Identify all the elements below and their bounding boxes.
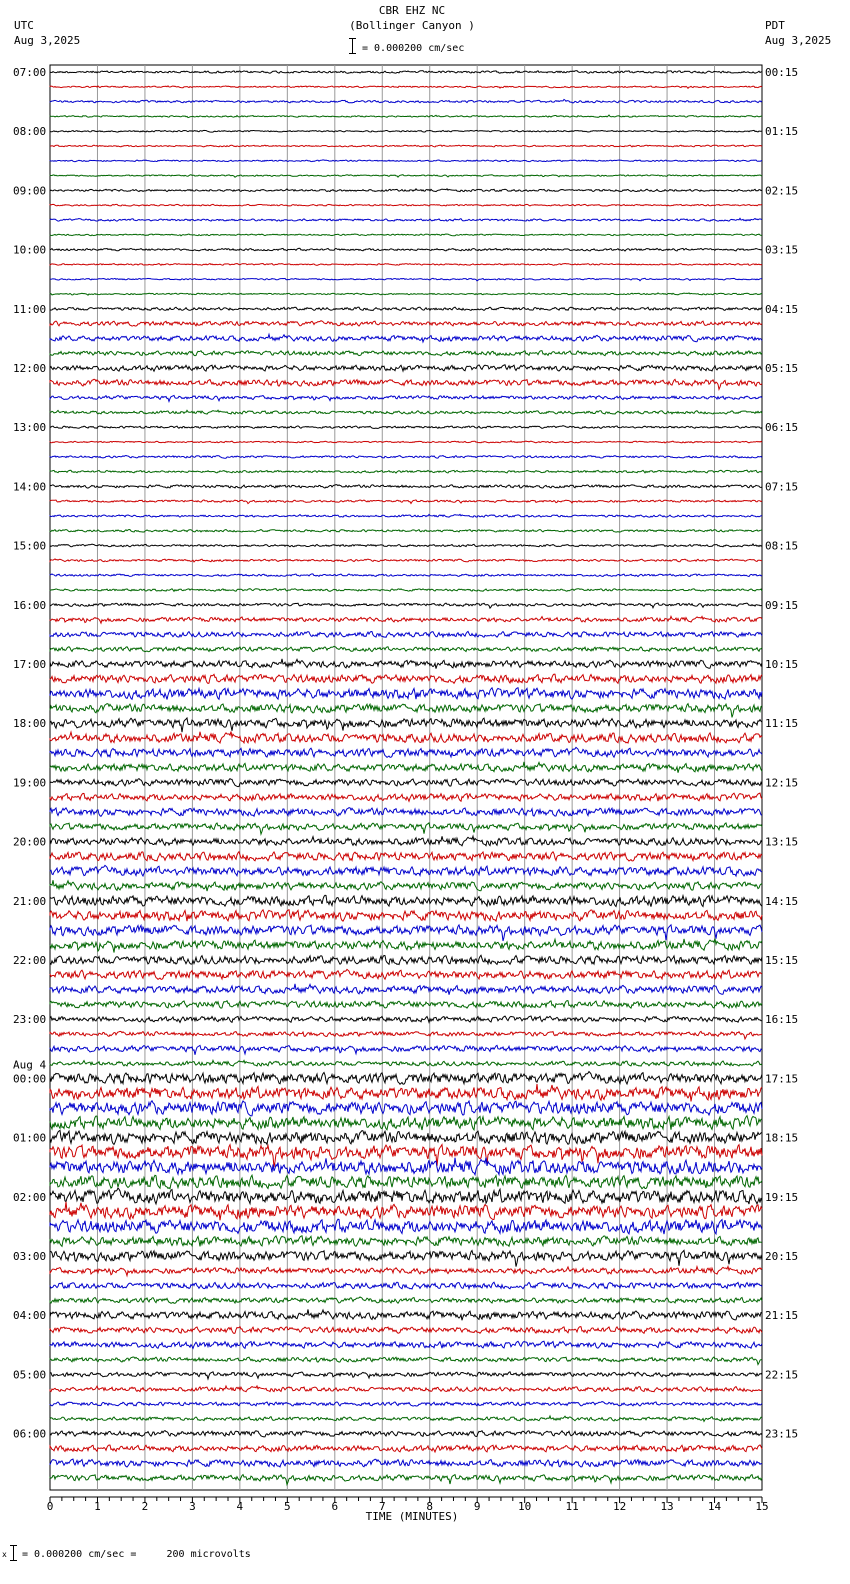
x-tick-label: 8 — [426, 1500, 434, 1513]
utc-hour-label: 15:00 — [13, 539, 47, 553]
utc-hour-label: 21:00 — [13, 894, 47, 908]
station-title: CBR EHZ NC — [378, 4, 446, 17]
seismic-trace — [50, 895, 762, 906]
pdt-hour-label: 02:15 — [765, 184, 799, 198]
seismic-trace — [50, 955, 762, 964]
seismic-trace — [50, 574, 762, 577]
scale-label: = 0.000200 cm/sec — [362, 43, 465, 54]
seismic-trace — [50, 321, 762, 326]
utc-hour-label: 05:00 — [13, 1368, 47, 1382]
utc-hour-label: 12:00 — [13, 362, 47, 375]
pdt-hour-label: 06:15 — [765, 421, 799, 435]
seismic-trace — [50, 984, 762, 995]
x-tick-label: 9 — [473, 1500, 481, 1513]
seismic-trace — [50, 218, 762, 221]
seismic-trace — [50, 646, 762, 651]
seismic-trace — [50, 559, 762, 562]
x-tick-label: 7 — [378, 1500, 386, 1513]
seismic-trace — [50, 379, 762, 389]
seismic-trace — [50, 410, 762, 414]
utc-label: UTC — [14, 19, 34, 32]
pdt-hour-label: 21:15 — [765, 1309, 799, 1323]
seismic-trace — [50, 1282, 762, 1289]
seismic-trace — [50, 939, 762, 953]
seismic-trace — [50, 762, 762, 773]
x-tick-label: 0 — [46, 1500, 54, 1513]
seismic-trace — [50, 969, 762, 979]
seismic-trace — [50, 264, 762, 266]
pdt-hour-label: 17:15 — [765, 1072, 799, 1086]
seismic-trace — [50, 1431, 762, 1437]
seismic-trace — [50, 395, 762, 401]
seismic-trace — [50, 307, 762, 310]
seismic-trace — [50, 334, 762, 342]
footer-scale-mark: x — [2, 1550, 7, 1559]
seismic-trace — [50, 1188, 762, 1204]
x-tick-label: 1 — [94, 1500, 101, 1513]
seismic-trace — [50, 1267, 762, 1276]
x-tick-label: 5 — [284, 1500, 291, 1513]
utc-hour-label: 17:00 — [13, 658, 47, 671]
utc-hour-label: 14:00 — [13, 480, 47, 494]
seismic-trace — [50, 674, 762, 683]
pdt-hour-label: 09:15 — [765, 598, 799, 612]
seismic-trace — [50, 1060, 762, 1066]
pdt-hour-label: 19:15 — [765, 1190, 799, 1204]
seismic-trace — [50, 86, 762, 89]
seismic-trace — [50, 130, 762, 132]
seismic-trace — [50, 1297, 762, 1303]
seismic-trace — [50, 1219, 762, 1234]
pdt-hour-label: 14:15 — [765, 894, 799, 908]
seismic-trace — [50, 248, 762, 251]
seismic-trace — [50, 189, 762, 192]
seismic-trace — [50, 278, 762, 281]
seismic-trace — [50, 1309, 762, 1320]
pdt-hour-label: 16:15 — [765, 1013, 799, 1027]
pdt-hour-label: 23:15 — [765, 1427, 799, 1441]
seismic-trace — [50, 1016, 762, 1022]
seismic-trace — [50, 544, 762, 547]
x-tick-label: 13 — [660, 1500, 674, 1513]
seismic-trace — [50, 1372, 762, 1379]
seismic-trace — [50, 71, 762, 74]
seismic-trace — [50, 793, 762, 801]
pdt-hour-label: 13:15 — [765, 835, 799, 849]
seismic-trace — [50, 160, 762, 162]
seismic-trace — [50, 530, 762, 533]
x-tick-label: 14 — [707, 1500, 722, 1513]
seismic-trace — [50, 808, 762, 817]
seismic-trace — [50, 1116, 762, 1130]
pdt-label: PDT — [765, 19, 785, 32]
seismic-trace — [50, 603, 762, 608]
pdt-hour-label: 00:15 — [765, 66, 799, 79]
seismic-trace — [50, 718, 762, 732]
pdt-hour-label: 20:15 — [765, 1250, 799, 1263]
pdt-hour-label: 04:15 — [765, 302, 799, 316]
utc-hour-label: 19:00 — [13, 776, 47, 790]
pdt-hour-label: 15:15 — [765, 954, 799, 967]
seismic-trace — [50, 441, 762, 443]
seismic-trace — [50, 1327, 762, 1334]
seismic-trace — [50, 1130, 762, 1144]
seismic-trace — [50, 470, 762, 473]
seismic-trace — [50, 865, 762, 876]
seismic-trace — [50, 616, 762, 623]
seismic-trace — [50, 631, 762, 637]
seismic-trace — [50, 688, 762, 700]
utc-hour-label: 13:00 — [13, 421, 47, 435]
seismic-trace — [50, 747, 762, 757]
x-tick-label: 6 — [331, 1500, 339, 1513]
utc-hour-label: 02:00 — [13, 1190, 47, 1204]
seismic-trace — [50, 1001, 762, 1009]
pdt-hour-label: 07:15 — [765, 480, 799, 494]
seismic-trace — [50, 1357, 762, 1365]
utc-hour-label: 09:00 — [13, 184, 47, 198]
seismic-trace — [50, 1072, 762, 1085]
pdt-hour-label: 08:15 — [765, 539, 799, 553]
seismic-trace — [50, 175, 762, 178]
seismic-trace — [50, 880, 762, 891]
pdt-hour-label: 01:15 — [765, 125, 799, 139]
seismic-trace — [50, 836, 762, 846]
seismic-trace — [50, 1202, 762, 1221]
x-tick-label: 15 — [755, 1500, 769, 1513]
x-tick-label: 10 — [518, 1500, 532, 1513]
utc-hour-label: 01:00 — [13, 1131, 47, 1145]
seismic-trace — [50, 1475, 762, 1485]
seismic-trace — [50, 456, 762, 459]
seismic-trace — [50, 1045, 762, 1054]
seismic-trace — [50, 732, 762, 744]
pdt-hour-label: 05:15 — [765, 362, 799, 375]
pdt-hour-label: 03:15 — [765, 243, 799, 257]
footer-scale-icon — [10, 1545, 17, 1561]
x-axis-title: TIME (MINUTES) — [365, 1510, 459, 1523]
seismic-trace — [50, 365, 762, 371]
x-tick-label: 11 — [565, 1500, 579, 1513]
seismic-trace — [50, 1175, 762, 1189]
seismic-trace — [50, 115, 762, 118]
seismic-trace — [50, 1416, 762, 1422]
pdt-hour-label: 12:15 — [765, 776, 799, 790]
utc-hour-label: 20:00 — [13, 835, 47, 849]
x-tick-label: 4 — [236, 1500, 244, 1513]
seismic-trace — [50, 500, 762, 504]
utc-hour-label: 22:00 — [13, 954, 47, 967]
seismic-trace — [50, 1158, 762, 1175]
seismic-trace — [50, 779, 762, 787]
utc-hour-label: 06:00 — [13, 1427, 47, 1441]
pdt-hour-label: 10:15 — [765, 658, 799, 671]
utc-hour-label: 16:00 — [13, 598, 47, 612]
seismic-trace — [50, 1084, 762, 1101]
seismic-trace — [50, 1250, 762, 1266]
seismic-trace — [50, 1031, 762, 1039]
utc-date: Aug 3,2025 — [14, 34, 81, 47]
seismic-trace — [50, 514, 762, 517]
seismic-trace — [50, 1445, 762, 1452]
utc-hour-label: 00:00 — [13, 1072, 47, 1086]
pdt-hour-label: 11:15 — [765, 717, 799, 731]
utc-hour-label: 07:00 — [13, 66, 47, 79]
station-location: (Bollinger Canyon ) — [349, 19, 475, 32]
seismic-trace — [50, 1341, 762, 1348]
utc-hour-label: 03:00 — [13, 1250, 47, 1263]
utc-hour-label: 18:00 — [13, 717, 47, 731]
utc-hour-label: 10:00 — [13, 243, 47, 257]
seismic-trace — [50, 589, 762, 592]
seismic-trace — [50, 145, 762, 147]
seismic-trace — [50, 659, 762, 669]
pdt-hour-label: 18:15 — [765, 1131, 799, 1145]
x-tick-label: 3 — [189, 1500, 196, 1513]
seismic-trace — [50, 823, 762, 834]
seismic-trace — [50, 99, 762, 103]
seismic-trace — [50, 852, 762, 861]
seismic-trace — [50, 925, 762, 941]
seismic-trace — [50, 351, 762, 356]
seismic-trace — [50, 1402, 762, 1407]
seismic-trace — [50, 704, 762, 718]
seismic-trace — [50, 204, 762, 206]
pdt-date: Aug 3,2025 — [765, 34, 832, 47]
seismic-trace — [50, 1386, 762, 1392]
utc-hour-label: 23:00 — [13, 1013, 47, 1027]
utc-hour-label: 04:00 — [13, 1309, 47, 1323]
seismic-trace — [50, 1459, 762, 1467]
seismic-trace — [50, 910, 762, 922]
seismic-trace — [50, 293, 762, 295]
seismic-trace — [50, 1101, 762, 1116]
x-tick-label: 12 — [612, 1500, 627, 1513]
x-tick-label: 2 — [141, 1500, 149, 1513]
date-change-label: Aug 4 — [13, 1058, 47, 1072]
utc-hour-label: 11:00 — [13, 302, 47, 316]
seismic-trace — [50, 234, 762, 236]
seismic-trace — [50, 1236, 762, 1247]
utc-hour-label: 08:00 — [13, 125, 47, 139]
pdt-hour-label: 22:15 — [765, 1368, 799, 1382]
seismic-trace — [50, 426, 762, 429]
footer-scale-text: = 0.000200 cm/sec = 200 microvolts — [22, 1549, 251, 1560]
seismic-trace — [50, 485, 762, 489]
